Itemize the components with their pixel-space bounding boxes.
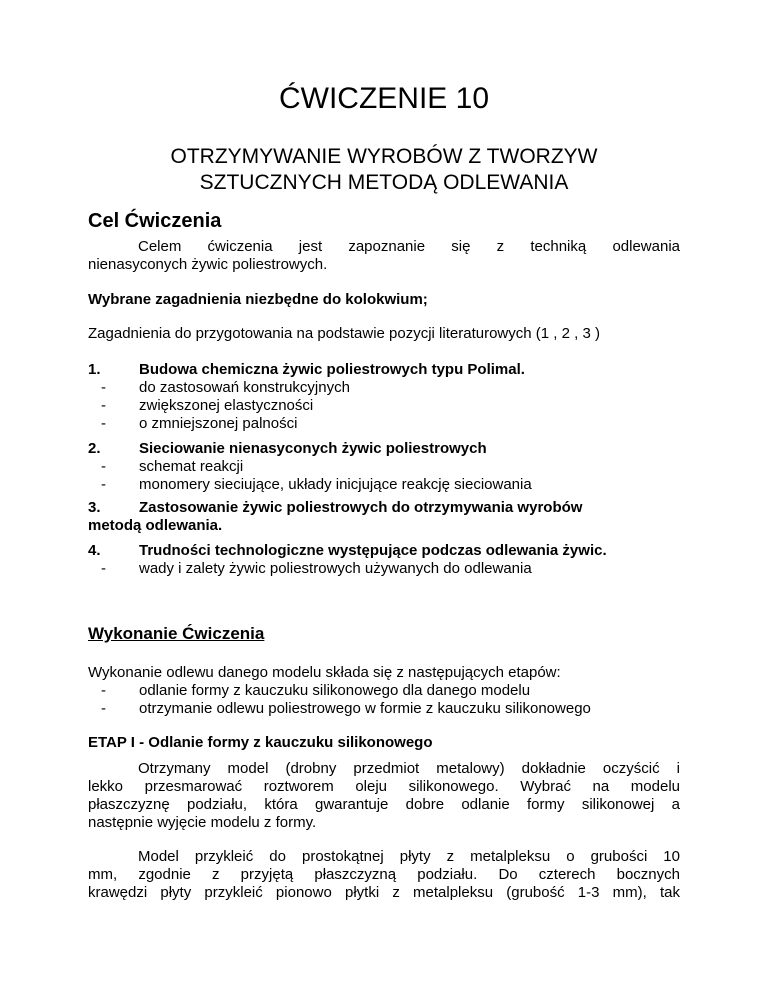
document-title: ĆWICZENIE 10 [278,82,490,115]
cel-text-line-2: nienasyconych żywic poliestrowych. [88,256,328,273]
wykonanie-step-1: odlanie formy z kauczuku silikonowego dla danego modelu [139,682,531,699]
etap1-para1-line-3: płaszczyznę podziału, która gwarantuje dobre odlanie formy silikonowej a [88,796,680,813]
item-1-dash-1: - [101,379,106,396]
section-heading-etap-1: ETAP I - Odlanie formy z kauczuku silikonowego [88,734,433,751]
item-4-number: 4. [88,542,101,559]
item-4-title: Trudności technologiczne występujące podczas odlewania żywic. [139,542,607,559]
item-2-sub-1: schemat reakcji [139,458,244,475]
etap1-para2-line-2: mm, zgodnie z przyjętą płaszczyzną podziału. Do czterech bocznych [88,866,680,883]
etap1-para2-line-3: krawędzi płyty przykleić pionowo płytki z metalpleksu (grubość 1-3 mm), tak [88,884,680,901]
subtitle-line-1: OTRZYMYWANIE WYROBÓW Z TWORZYW [170,145,598,168]
subtitle-line-2: SZTUCZNYCH METODĄ ODLEWANIA [199,171,569,194]
item-4-sub-1: wady i zalety żywic poliestrowych używanych do odlewania [139,560,532,577]
item-2-sub-2: monomery sieciujące, układy inicjujące reakcję sieciowania [139,476,532,493]
etap1-para1-line-2: lekko przesmarować roztworem oleju silikonowego. Wybrać na modelu [88,778,680,795]
item-1-sub-3: o zmniejszonej palności [139,415,298,432]
etap1-para1-line-1-content: Otrzymany model (drobny przedmiot metalowy) dokładnie oczyścić i [138,760,680,777]
etap1-para2-line-1 [88,848,680,865]
item-1-number: 1. [88,361,101,378]
item-1-sub-2: zwiększonej elastyczności [139,397,314,414]
item-2-title: Sieciowanie nienasyconych żywic poliestrowych [139,440,487,457]
wykonanie-dash-1: - [101,682,106,699]
item-3-title-line-1: Zastosowanie żywic poliestrowych do otrzymywania wyrobów [139,499,583,516]
section-heading-wykonanie: Wykonanie Ćwiczenia [88,624,265,643]
item-2-dash-2: - [101,476,106,493]
wykonanie-intro: Wykonanie odlewu danego modelu składa się z następujących etapów: [88,664,561,681]
item-2-dash-1: - [101,458,106,475]
section-heading-cel: Cel Ćwiczenia [88,210,222,232]
section-heading-zagadnienia: Wybrane zagadnienia niezbędne do kolokwium; [88,291,428,308]
item-1-title: Budowa chemiczna żywic poliestrowych typu Polimal. [139,361,525,378]
etap1-para1-line-1 [88,760,680,777]
item-3-title-line-2: metodą odlewania. [88,517,223,534]
item-2-number: 2. [88,440,101,457]
cel-text-line-1-content: Celem ćwiczenia jest zapoznanie się z techniką odlewania [138,238,680,255]
item-3-number: 3. [88,499,101,516]
item-1-dash-3: - [101,415,106,432]
item-1-sub-1: do zastosowań konstrukcyjnych [139,379,350,396]
item-4-dash-1: - [101,560,106,577]
wykonanie-dash-2: - [101,700,106,717]
item-1-dash-2: - [101,397,106,414]
etap1-para1-line-4: następnie wyjęcie modelu z formy. [88,814,317,831]
zagadnienia-intro: Zagadnienia do przygotowania na podstawie pozycji literaturowych (1 , 2 , 3 ) [88,325,600,342]
wykonanie-step-2: otrzymanie odlewu poliestrowego w formie z kauczuku silikonowego [139,700,591,717]
etap1-para2-line-1-content: Model przykleić do prostokątnej płyty z metalpleksu o grubości 10 [138,848,680,865]
cel-text-line-1 [88,238,680,255]
